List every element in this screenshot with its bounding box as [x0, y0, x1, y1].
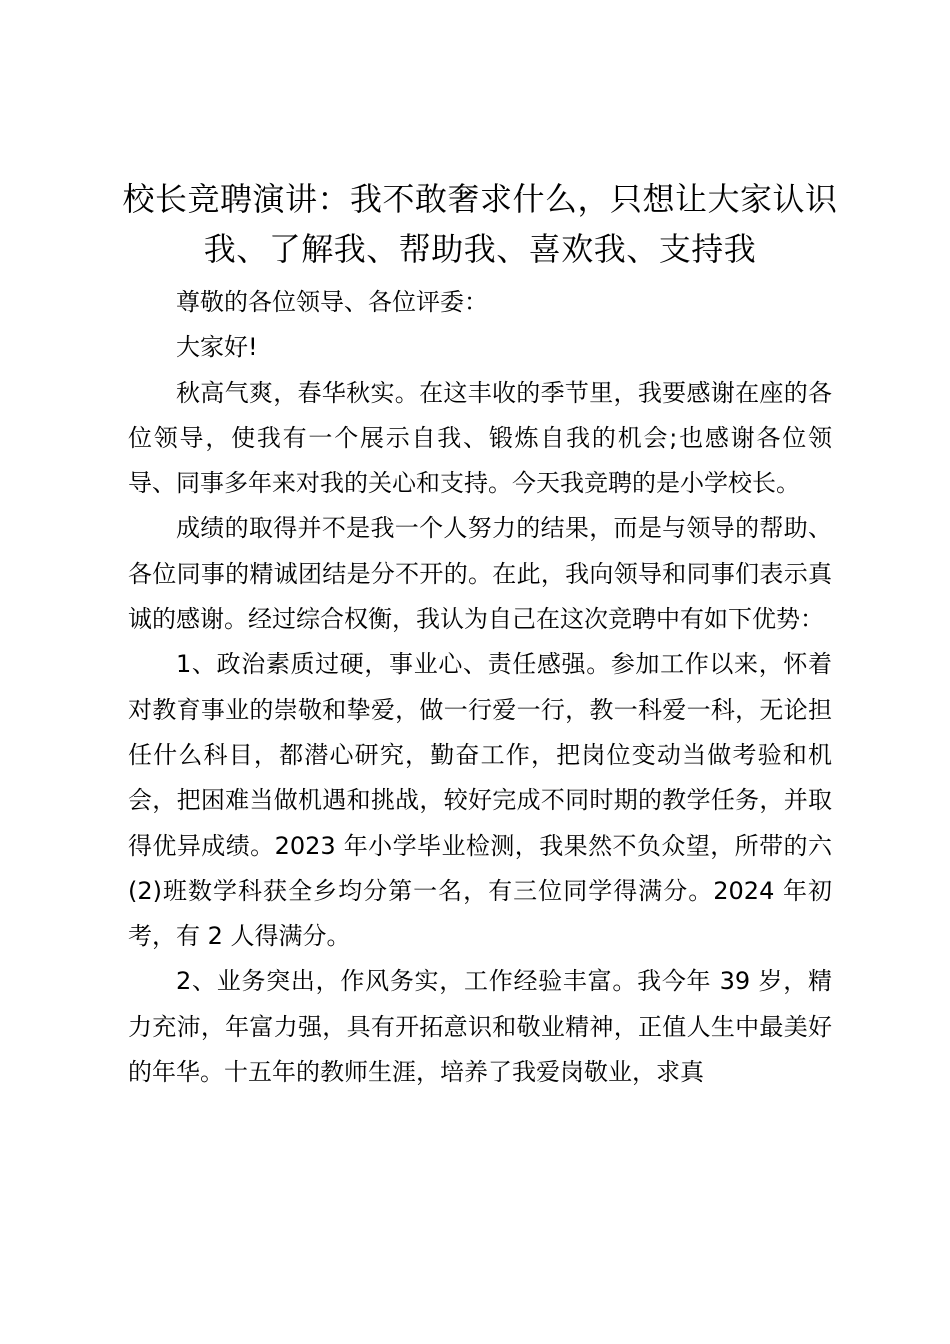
body-paragraph: 秋高气爽，春华秋实。在这丰收的季节里，我要感谢在座的各位领导，使我有一个展示自我、锻炼自我的机会;也感谢各位领导、同事多年来对我的关心和支持。今天我竞聘的是小学校长。: [128, 378, 832, 498]
document-title: 校长竞聘演讲：我不敢奢求什么，只想让大家认识我、了解我、帮助我、喜欢我、支持我: [122, 180, 838, 268]
document-body: [128, 280, 832, 1095]
greeting-paragraph: 大家好!: [176, 333, 258, 362]
salutation-paragraph: 尊敬的各位领导、各位评委：: [176, 288, 488, 316]
body-paragraph: 成绩的取得并不是我一个人努力的结果，而是与领导的帮助、各位同事的精诚团结是分不开的。在此，我向领导和同事们表示真诚的感谢。经过综合权衡，我认为自己在这次竞聘中有如下优势：: [128, 514, 832, 634]
body-paragraph: 1、政治素质过硬，事业心、责任感强。参加工作以来，怀着对教育事业的崇敬和挚爱，做一行爱一行，教一科爱一科，无论担任什么科目，都潜心研究，勤奋工作，把岗位变动当做考验和机会，把困难当做机遇和挑战，较好完成不同时期的教学任务，并取得优异成绩。2023 年小学毕业检测，我果然不负众望，所带的六(2)班数学科获全乡均分第一名，有三位同学得满分。2024 年初考，有 2 人得满分。: [128, 650, 832, 951]
body-paragraph: 2、业务突出，作风务实，工作经验丰富。我今年 39 岁，精力充沛，年富力强，具有开拓意识和敬业精神，正值人生中最美好的年华。十五年的教师生涯，培养了我爱岗敬业，求真: [128, 967, 832, 1087]
